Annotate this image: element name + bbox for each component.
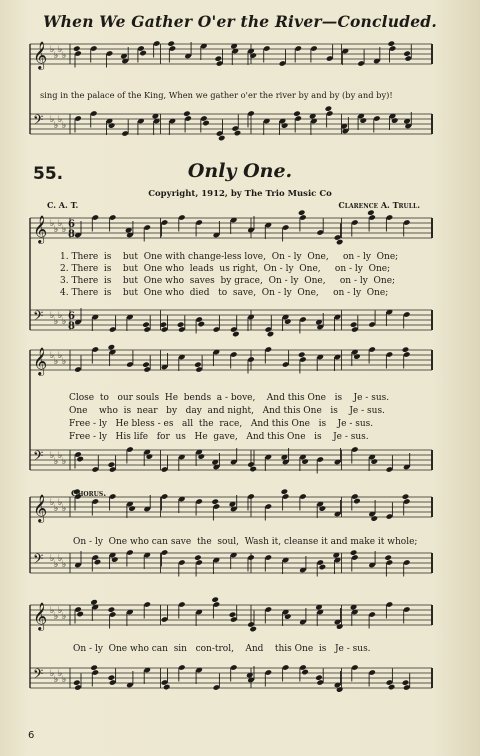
- svg-text:♭: ♭: [62, 225, 67, 235]
- verse-3-line-b: Free - ly He bless - es all the race, And this One is Je - sus.: [69, 419, 374, 429]
- svg-text:♭: ♭: [62, 121, 67, 131]
- verse-2-line-b: One who is near by day and night, And this One is Je - sus.: [69, 406, 385, 416]
- svg-text:♭: ♭: [62, 51, 67, 61]
- svg-text:♭: ♭: [62, 560, 67, 570]
- svg-text:8: 8: [68, 321, 75, 332]
- svg-text:♭: ♭: [58, 311, 63, 321]
- svg-text:♭: ♭: [54, 560, 59, 570]
- svg-text:♭: ♭: [50, 45, 55, 55]
- svg-text:𝄞: 𝄞: [33, 602, 48, 630]
- svg-text:♭: ♭: [58, 451, 63, 461]
- svg-text:♭: ♭: [62, 357, 67, 367]
- svg-text:♭: ♭: [50, 498, 55, 508]
- svg-text:♭: ♭: [58, 219, 63, 229]
- page-number: 6: [28, 730, 35, 741]
- svg-text:𝄢: 𝄢: [33, 308, 44, 327]
- svg-text:6: 6: [68, 219, 75, 230]
- svg-text:♭: ♭: [54, 357, 59, 367]
- svg-text:♭: ♭: [50, 219, 55, 229]
- svg-text:6: 6: [68, 311, 75, 322]
- svg-text:♭: ♭: [58, 669, 63, 679]
- svg-text:♭: ♭: [50, 606, 55, 616]
- verse-2-line-a: 2. There is but One who leads us right, On - ly One, on - ly One;: [60, 264, 391, 274]
- verse-4-line-a: 4. There is but One who died to save, On - ly One, on - ly One;: [60, 288, 389, 298]
- svg-text:♭: ♭: [54, 51, 59, 61]
- svg-text:♭: ♭: [50, 311, 55, 321]
- svg-text:♭: ♭: [54, 317, 59, 327]
- svg-text:♭: ♭: [54, 121, 59, 131]
- svg-text:♭: ♭: [54, 612, 59, 622]
- svg-text:𝄞: 𝄞: [33, 215, 48, 243]
- verse-1-line-a: 1. There is but One with change-less love, On - ly One, on - ly One;: [60, 252, 399, 262]
- verse-3-line-a: 3. There is but One who saves by grace, On - ly One, on - ly One;: [60, 276, 396, 286]
- svg-text:𝄞: 𝄞: [33, 347, 48, 375]
- svg-text:𝄢: 𝄢: [33, 112, 44, 131]
- svg-text:♭: ♭: [54, 457, 59, 467]
- svg-text:♭: ♭: [58, 351, 63, 361]
- svg-text:♭: ♭: [62, 504, 67, 514]
- svg-text:♭: ♭: [50, 115, 55, 125]
- svg-text:♭: ♭: [58, 498, 63, 508]
- svg-text:♭: ♭: [62, 317, 67, 327]
- verse-4-line-b: Free - ly His life for us He gave, And this One is Je - sus.: [69, 432, 369, 442]
- svg-text:♭: ♭: [50, 351, 55, 361]
- svg-text:♭: ♭: [50, 669, 55, 679]
- svg-text:♭: ♭: [50, 451, 55, 461]
- svg-text:8: 8: [68, 229, 75, 240]
- hymn-number: 55.: [33, 164, 64, 184]
- composer-credit: Clarence A. Trull.: [338, 200, 420, 210]
- svg-text:𝄢: 𝄢: [33, 448, 44, 467]
- svg-text:♭: ♭: [54, 225, 59, 235]
- svg-text:𝄞: 𝄞: [33, 494, 48, 522]
- svg-text:♭: ♭: [54, 504, 59, 514]
- svg-text:♭: ♭: [62, 612, 67, 622]
- svg-text:♭: ♭: [50, 554, 55, 564]
- chorus-line-2: On - ly One who can sin con-trol, And this One is Je - sus.: [73, 644, 371, 654]
- voices-label: C. A. T.: [47, 200, 79, 210]
- svg-text:♭: ♭: [54, 675, 59, 685]
- svg-text:♭: ♭: [62, 675, 67, 685]
- chorus-label: Chorus.: [71, 489, 107, 499]
- svg-text:♭: ♭: [62, 457, 67, 467]
- copyright-notice: Copyright, 1912, by The Trio Music Co: [148, 189, 332, 199]
- svg-text:𝄢: 𝄢: [33, 666, 44, 685]
- svg-text:♭: ♭: [58, 554, 63, 564]
- hymn-title: Only One.: [187, 160, 293, 182]
- svg-text:♭: ♭: [58, 115, 63, 125]
- verse-1-line-b: Close to our souls He bends a - bove, And this One is Je - sus.: [69, 393, 390, 403]
- chorus-line-1: On - ly One who can save the soul, Wash it, cleanse it and make it whole;: [73, 537, 418, 547]
- svg-text:♭: ♭: [58, 606, 63, 616]
- svg-text:𝄢: 𝄢: [33, 551, 44, 570]
- svg-text:𝄞: 𝄞: [33, 41, 48, 69]
- prev-song-lyric: sing in the palace of the King, When we gather o'er the river by and by (by and by)!: [40, 90, 393, 100]
- running-title: When We Gather O'er the River—Concluded.: [43, 12, 437, 31]
- svg-text:♭: ♭: [58, 45, 63, 55]
